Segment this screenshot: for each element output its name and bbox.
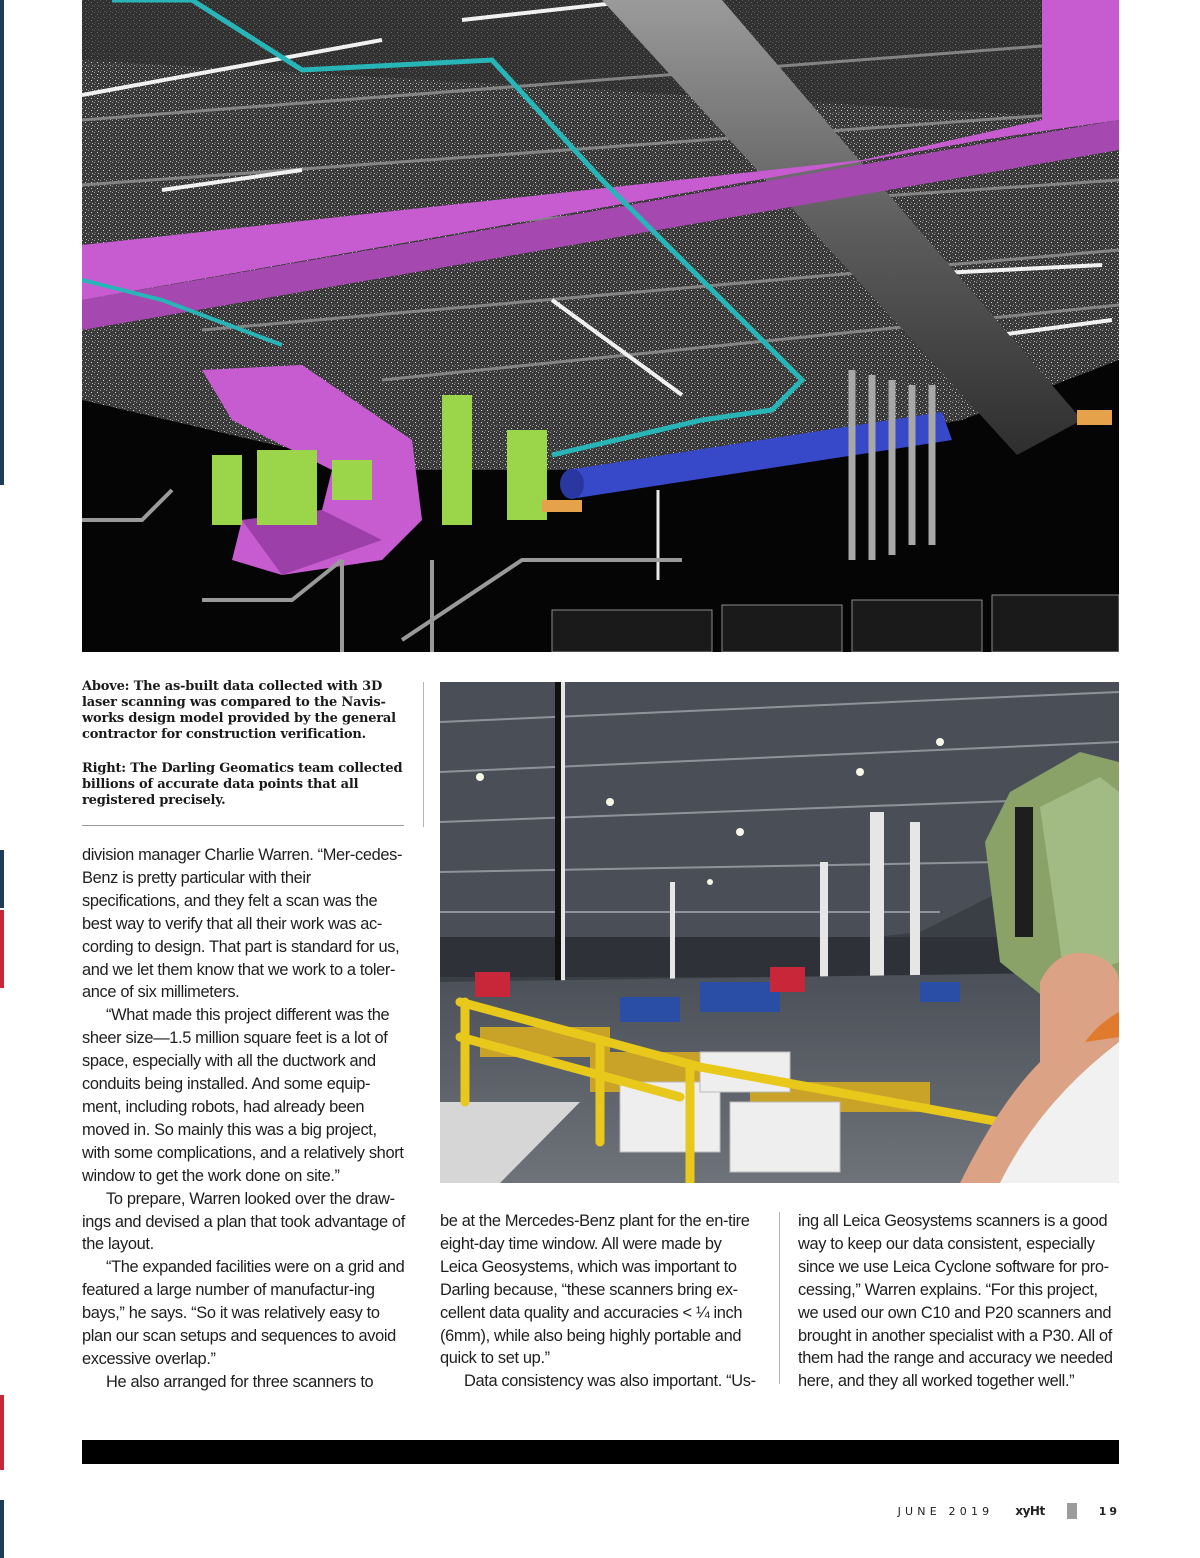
caption-block (82, 679, 404, 827)
column-divider-caption (423, 682, 424, 827)
paragraph-6: be at the Mercedes-Benz plant for the en-tire eight-day time window. All were made by Leica Geosystems, which was important to Darling because, “these scanners bring ex-cellent data quality and accuracies < ¼ inch (6mm), while also being highly portable and quick to set up.” (440, 1212, 750, 1368)
point-cloud-image (82, 0, 1119, 652)
column-divider-2-3 (779, 1212, 780, 1384)
edge-mark-blue-low (0, 1500, 4, 1558)
caption-right: Right: The Darling Geomatics team collected billions of accurate data points that all registered precisely. (82, 761, 403, 808)
paragraph-5: He also arranged for three scanners to (106, 1372, 374, 1391)
paragraph-2: “What made this project different was the sheer size—1.5 million square feet is a lot of space, especially with all the ductwork and conduits being installed. And some equip-ment, including robots, had already been moved in. So mainly this was a big project, with some complications, and a relatively short window to get the work done on site.” (82, 1006, 404, 1185)
paragraph-7: Data consistency was also important. “Us- (464, 1372, 756, 1391)
article-column-3 (798, 1210, 1120, 1393)
paragraph-8: ing all Leica Geosystems scanners is a good way to keep our data consistent, especially since we use Leica Cyclone software for pro-cessing,” Warren explains. “For this project, we used our own C10 and P20 scanners and brought in another specialist with a P30. All of them had the range and accuracy we needed here, and they all worked together well.” (798, 1212, 1113, 1391)
paragraph-1: division manager Charlie Warren. “Mer-cedes-Benz is pretty particular with their specifications, and they felt a scan was the best way to verify that all their work was ac-cording to design. That part is standard for us, and we let them know that we work to a toler-ance of six millimeters. (82, 846, 403, 1002)
edge-mark-blue-top (0, 0, 4, 485)
folio-mark-icon (1067, 1503, 1077, 1519)
caption-divider (82, 825, 404, 826)
edge-mark-red-low (0, 1395, 4, 1470)
factory-scanner-photo (440, 682, 1119, 1183)
edge-mark-red-mid (0, 910, 4, 988)
caption-above: Above: The as-built data collected with 3D laser scanning was compared to the Navis-works design model provided by the general contractor for construction verification. (82, 679, 396, 742)
issue-date: JUNE 2019 (897, 1504, 994, 1518)
article-column-1 (82, 844, 407, 1394)
edge-mark-blue-mid (0, 850, 4, 908)
footer-black-bar (82, 1440, 1119, 1464)
magazine-name: xyHt (1015, 1504, 1045, 1518)
folio (898, 1503, 1120, 1519)
page-number: 19 (1098, 1504, 1120, 1518)
article-column-2 (440, 1210, 762, 1393)
paragraph-3: To prepare, Warren looked over the draw-ings and devised a plan that took advantage of the layout. (82, 1189, 405, 1254)
paragraph-4: “The expanded facilities were on a grid and featured a large number of manufactur-ing bays,” he says. “So it was relatively easy to plan our scan setups and sequences to avoid excessive overlap.” (82, 1258, 405, 1368)
